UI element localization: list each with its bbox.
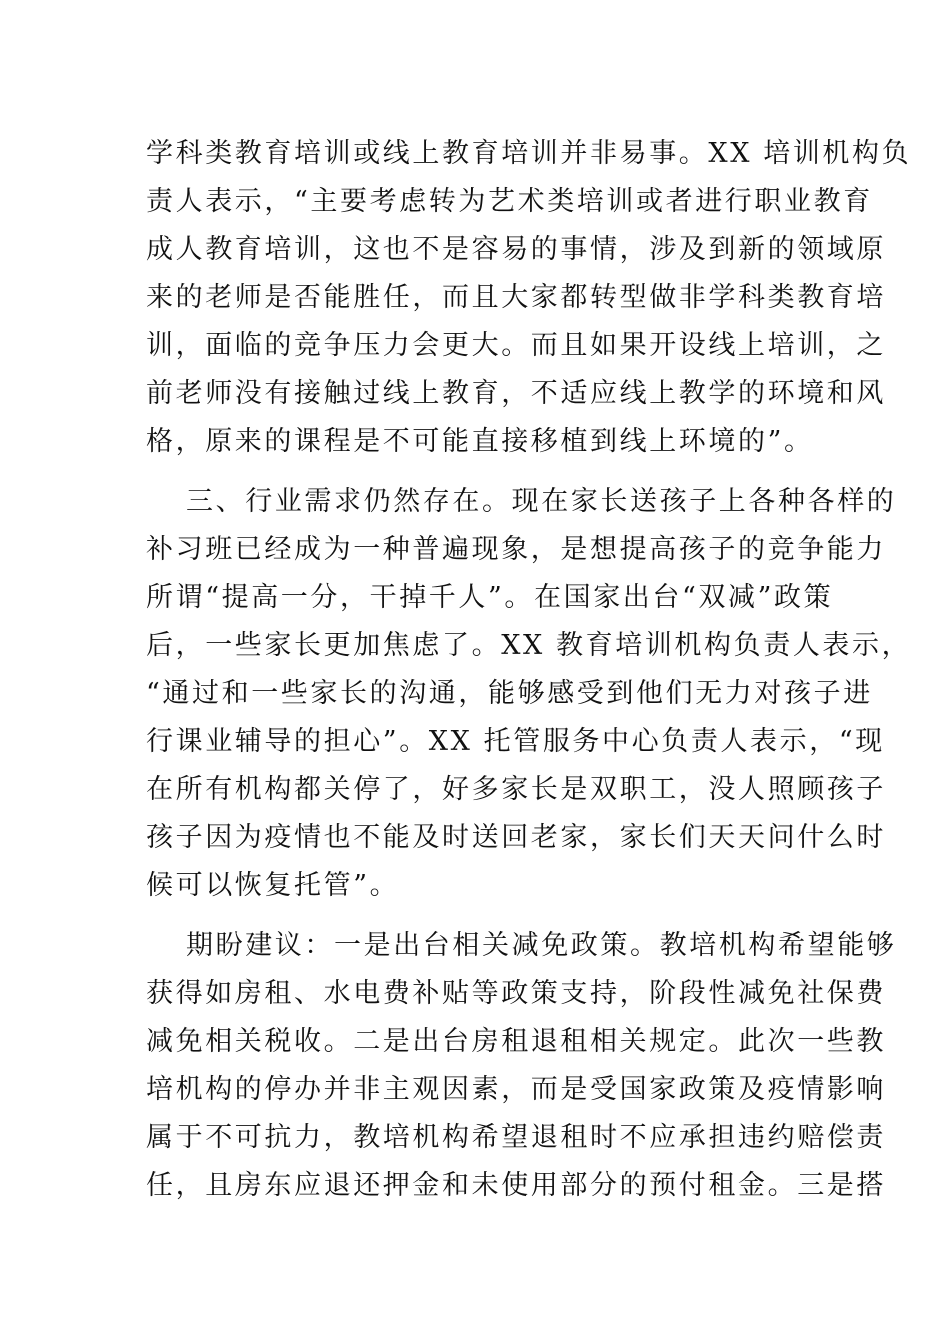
text-line: 属于不可抗力，教培机构希望退租时不应承担违约赔偿责 xyxy=(146,1122,886,1153)
paragraph xyxy=(146,478,912,910)
text-line: 行课业辅导的担心”。XX 托管服务中心负责人表示，“现 xyxy=(146,726,885,757)
paragraph xyxy=(146,922,897,1210)
text-line: 训，面临的竞争压力会更大。而且如果开设线上培训，之 xyxy=(146,330,886,361)
text-line: 责人表示，“主要考虑转为艺术类培训或者进行职业教育 xyxy=(146,186,873,217)
text-line: 孩子因为疫情也不能及时送回老家，家长们天天问什么时 xyxy=(146,822,886,853)
text-line: 减免相关税收。二是出台房租退租相关规定。此次一些教 xyxy=(146,1026,886,1057)
text-line: 培机构的停办并非主观因素，而是受国家政策及疫情影响 xyxy=(146,1074,886,1105)
text-line: 获得如房租、水电费补贴等政策支持，阶段性减免社保费 xyxy=(146,978,886,1009)
text-line: “通过和一些家长的沟通，能够感受到他们无力对孩子进 xyxy=(146,678,873,709)
text-line: 任，且房东应退还押金和未使用部分的预付租金。三是搭 xyxy=(146,1170,886,1201)
text-line: 三、行业需求仍然存在。现在家长送孩子上各种各样的 xyxy=(186,486,897,517)
text-line: 后，一些家长更加焦虑了。XX 教育培训机构负责人表示， xyxy=(146,630,912,661)
text-line: 所谓“提高一分，干掉千人”。在国家出台“双减”政策 xyxy=(146,582,834,613)
paragraph-spacer xyxy=(146,910,808,922)
text-line: 前老师没有接触过线上教育，不适应线上教学的环境和风 xyxy=(146,378,886,409)
text-line: 格，原来的课程是不可能直接移植到线上环境的”。 xyxy=(146,426,814,457)
paragraph xyxy=(146,130,912,466)
text-line: 在所有机构都关停了，好多家长是双职工，没人照顾孩子 xyxy=(146,774,886,805)
text-line: 期盼建议：一是出台相关减免政策。教培机构希望能够 xyxy=(186,930,897,961)
paragraph-spacer xyxy=(146,466,808,478)
text-line: 补习班已经成为一种普遍现象，是想提高孩子的竞争能力 xyxy=(146,534,886,565)
text-line: 学科类教育培训或线上教育培训并非易事。XX 培训机构负 xyxy=(146,138,912,169)
text-line: 候可以恢复托管”。 xyxy=(146,870,400,901)
text-line: 来的老师是否能胜任，而且大家都转型做非学科类教育培 xyxy=(146,282,886,313)
document-body xyxy=(146,130,912,1210)
text-line: 成人教育培训，这也不是容易的事情，涉及到新的领域原 xyxy=(146,234,886,265)
